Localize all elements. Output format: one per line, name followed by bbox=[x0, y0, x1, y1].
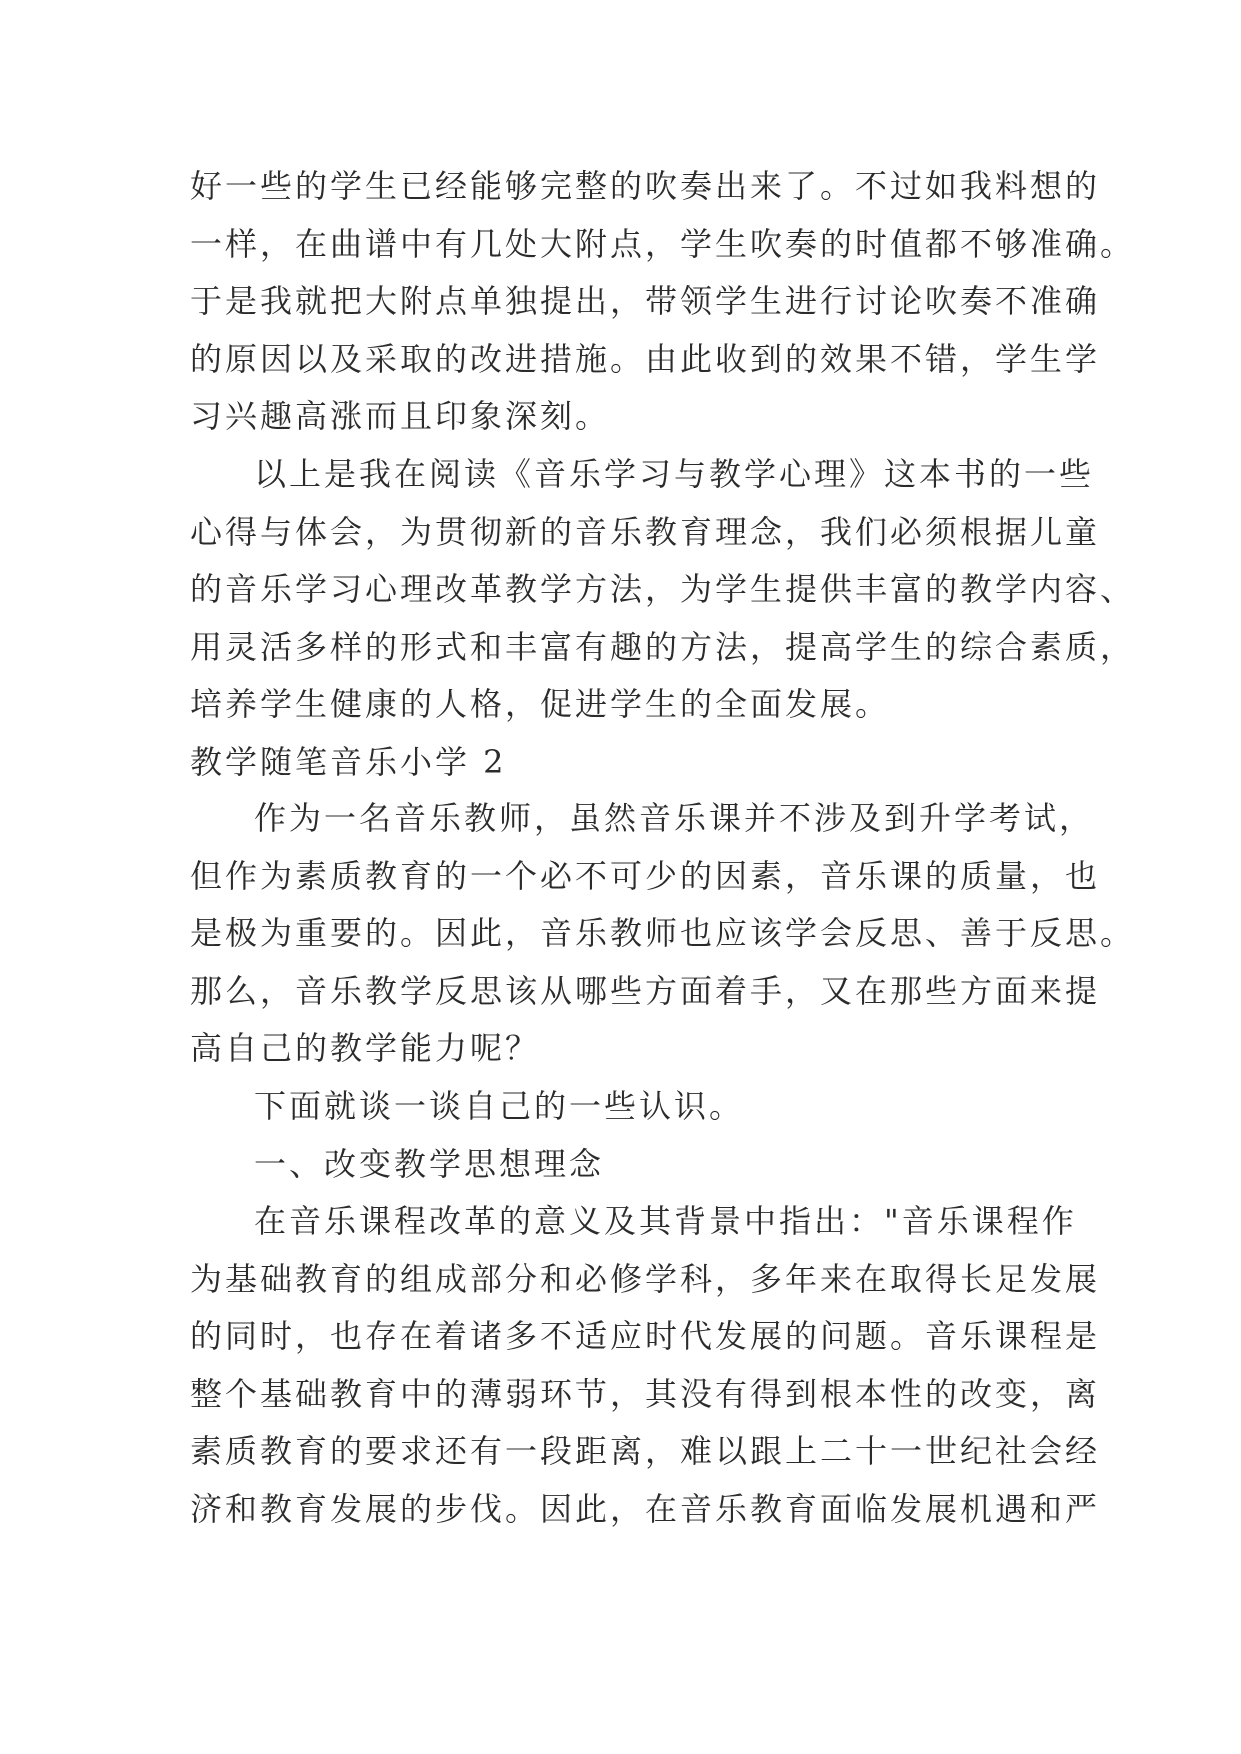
text-line: 但作为素质教育的一个必不可少的因素，音乐课的质量，也 bbox=[190, 856, 1101, 895]
text-line: 作为一名音乐教师，虽然音乐课并不涉及到升学考试， bbox=[254, 798, 1095, 837]
text-line: 以上是我在阅读《音乐学习与教学心理》这本书的一些 bbox=[254, 454, 1095, 493]
text-line: 用灵活多样的形式和丰富有趣的方法，提高学生的综合素质， bbox=[190, 627, 1136, 666]
subheading-line: 一、改变教学思想理念 bbox=[254, 1144, 605, 1183]
text-line: 习兴趣高涨而且印象深刻。 bbox=[190, 397, 611, 436]
text-line: 的同时，也存在着诸多不适应时代发展的问题。音乐课程是 bbox=[190, 1317, 1101, 1356]
text-line: 在音乐课程改革的意义及其背景中指出："音乐课程作 bbox=[254, 1202, 1077, 1241]
text-line: 为基础教育的组成部分和必修学科，多年来在取得长足发展 bbox=[190, 1259, 1101, 1298]
text-line: 下面就谈一谈自己的一些认识。 bbox=[254, 1086, 745, 1125]
text-line: 素质教育的要求还有一段距离，难以跟上二十一世纪社会经 bbox=[190, 1432, 1101, 1471]
paragraph-curriculum-reform bbox=[190, 1193, 1101, 1539]
paragraph-lead-in bbox=[190, 1078, 1052, 1136]
paragraph-conclusion bbox=[190, 446, 1136, 734]
section-title: 教学随笔音乐小学 2 bbox=[190, 742, 507, 781]
paragraph-intro bbox=[190, 790, 1136, 1078]
paragraph-ending-previous-section bbox=[190, 158, 1136, 446]
text-line: 是极为重要的。因此，音乐教师也应该学会反思、善于反思。 bbox=[190, 914, 1136, 953]
text-line: 那么，音乐教学反思该从哪些方面着手，又在那些方面来提 bbox=[190, 971, 1101, 1010]
text-line: 一样，在曲谱中有几处大附点，学生吹奏的时值都不够准确。 bbox=[190, 224, 1136, 263]
text-line: 济和教育发展的步伐。因此，在音乐教育面临发展机遇和严 bbox=[190, 1490, 1101, 1529]
text-line: 于是我就把大附点单独提出，带领学生进行讨论吹奏不准确 bbox=[190, 282, 1101, 321]
text-line: 整个基础教育中的薄弱环节，其没有得到根本性的改变，离 bbox=[190, 1374, 1101, 1413]
text-line: 高自己的教学能力呢？ bbox=[190, 1029, 541, 1068]
text-line: 好一些的学生已经能够完整的吹奏出来了。不过如我料想的 bbox=[190, 167, 1101, 205]
text-line: 培养学生健康的人格，促进学生的全面发展。 bbox=[190, 685, 891, 724]
document-body bbox=[190, 158, 1136, 1539]
paragraph-subheading bbox=[190, 1136, 1052, 1194]
text-line: 的音乐学习心理改革教学方法，为学生提供丰富的教学内容、 bbox=[190, 570, 1136, 609]
text-line: 心得与体会，为贯彻新的音乐教育理念，我们必须根据儿童 bbox=[190, 512, 1101, 551]
text-line: 的原因以及采取的改进措施。由此收到的效果不错，学生学 bbox=[190, 339, 1101, 378]
